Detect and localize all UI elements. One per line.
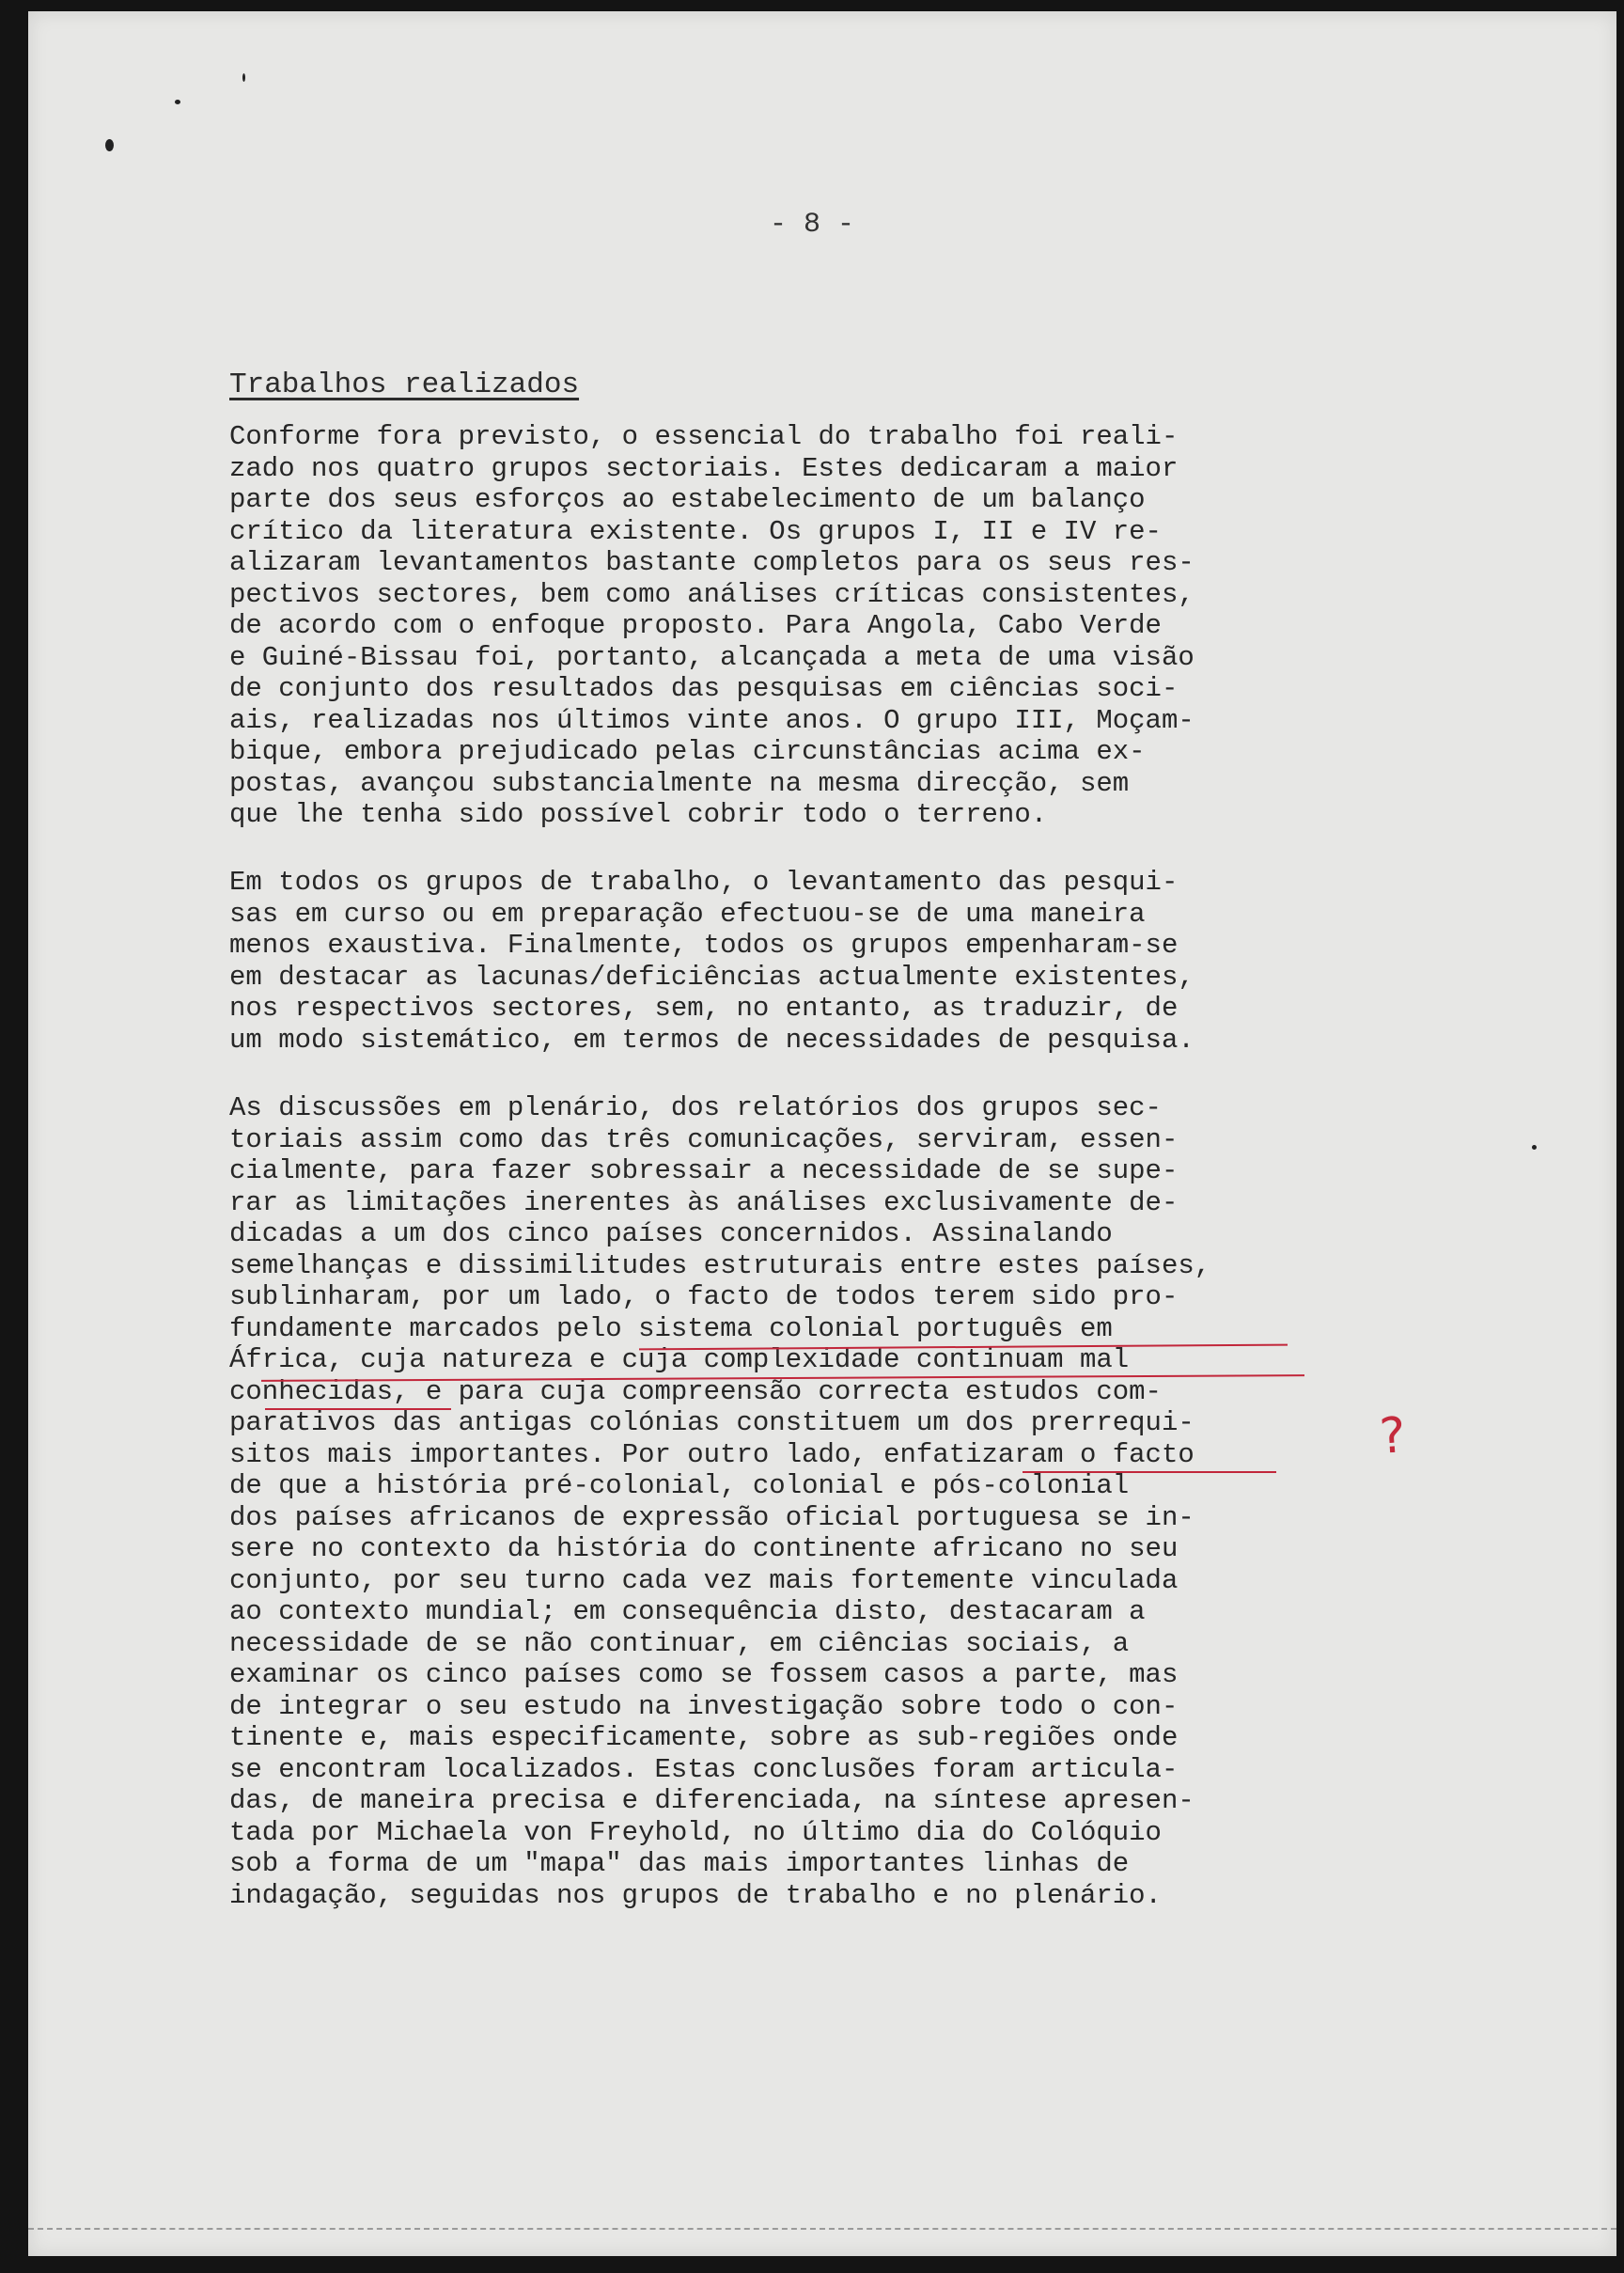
paragraph-3 (229, 1092, 1413, 1911)
page-number: - 8 - (769, 209, 854, 241)
text-line: indagação, seguidas nos grupos de trabalho e no plenário. (229, 1879, 1162, 1911)
text-line: crítico da literatura existente. Os grupos I, II e IV re- (229, 515, 1162, 547)
ink-speck (1532, 1145, 1537, 1150)
text-line: parativos das antigas colónias constituem um dos prerrequi- (229, 1407, 1195, 1438)
text-line: Conforme fora previsto, o essencial do trabalho foi reali- (229, 421, 1179, 452)
ink-speck (175, 100, 180, 104)
text-line: de acordo com o enfoque proposto. Para Angola, Cabo Verde (229, 610, 1162, 641)
text-line: fundamente marcados pelo sistema colonial português em (229, 1312, 1113, 1344)
red-question-mark: ? (1377, 1407, 1408, 1466)
text-line: examinar os cinco países como se fossem casos a parte, mas (229, 1659, 1179, 1690)
text-line: se encontram localizados. Estas conclusões foram articula- (229, 1753, 1179, 1785)
section-heading: Trabalhos realizados (229, 368, 580, 401)
text-line: sas em curso ou em preparação efectuou-se de uma maneira (229, 898, 1146, 930)
text-line: África, cuja natureza e cuja complexidade continuam mal (229, 1344, 1130, 1375)
text-line: tada por Michaela von Freyhold, no último dia do Colóquio (229, 1816, 1162, 1848)
text-line: das, de maneira precisa e diferenciada, na síntese apresen- (229, 1785, 1195, 1816)
text-line: em destacar as lacunas/deficiências actualmente existentes, (229, 961, 1195, 993)
text-line: toriais assim como das três comunicações, serviram, essen- (229, 1123, 1179, 1155)
text-line: que lhe tenha sido possível cobrir todo o terreno. (229, 799, 1048, 830)
text-line: sere no contexto da história do continente africano no seu (229, 1533, 1179, 1564)
text-line: zado nos quatro grupos sectoriais. Estes dedicaram a maior (229, 452, 1179, 484)
text-line: conhecidas, e para cuja compreensão correcta estudos com- (229, 1375, 1162, 1407)
text-line: cialmente, para fazer sobressair a necessidade de se supe- (229, 1155, 1179, 1186)
text-line: As discussões em plenário, dos relatórios dos grupos sec- (229, 1092, 1162, 1123)
text-line: um modo sistemático, em termos de necessidades de pesquisa. (229, 1024, 1195, 1056)
paragraph-1 (229, 421, 1413, 831)
text-line: de integrar o seu estudo na investigação sobre todo o con- (229, 1690, 1179, 1722)
text-line: e Guiné-Bissau foi, portanto, alcançada a meta de uma visão (229, 641, 1195, 673)
text-line: dicadas a um dos cinco países concernidos. Assinalando (229, 1218, 1113, 1249)
text-line: sob a forma de um "mapa" das mais importantes linhas de (229, 1848, 1130, 1879)
text-line: necessidade de se não continuar, em ciências sociais, a (229, 1627, 1130, 1659)
text-line: nos respectivos sectores, sem, no entanto, as traduzir, de (229, 993, 1179, 1024)
text-line: rar as limitações inerentes às análises exclusivamente de- (229, 1186, 1179, 1218)
text-line: ais, realizadas nos últimos vinte anos. O grupo III, Moçam- (229, 704, 1195, 736)
text-line: ao contexto mundial; em consequência disto, destacaram a (229, 1596, 1146, 1627)
page-edge-line (28, 2228, 1616, 2230)
text-line: postas, avançou substancialmente na mesma direcção, sem (229, 767, 1130, 799)
text-line: pectivos sectores, bem como análises críticas consistentes, (229, 578, 1195, 610)
text-line: parte dos seus esforços ao estabelecimento de um balanço (229, 484, 1146, 515)
text-line: semelhanças e dissimilitudes estruturais entre estes países, (229, 1249, 1211, 1281)
ink-speck (242, 73, 245, 82)
text-line: de conjunto dos resultados das pesquisas em ciências soci- (229, 673, 1179, 704)
text-line: sitos mais importantes. Por outro lado, enfatizaram o facto (229, 1438, 1195, 1470)
text-line: alizaram levantamentos bastante completos para os seus res- (229, 547, 1195, 578)
ink-speck (105, 139, 114, 151)
text-line: dos países africanos de expressão oficial portuguesa se in- (229, 1501, 1195, 1533)
text-line: menos exaustiva. Finalmente, todos os grupos empenharam-se (229, 930, 1179, 961)
text-line: tinente e, mais especificamente, sobre as sub-regiões onde (229, 1722, 1179, 1753)
text-line: sublinharam, por um lado, o facto de todos terem sido pro- (229, 1281, 1179, 1312)
red-underline (265, 1408, 451, 1410)
text-line: bique, embora prejudicado pelas circunstâncias acima ex- (229, 736, 1146, 767)
red-underline (1023, 1471, 1276, 1473)
text-line: de que a história pré-colonial, colonial e pós-colonial (229, 1470, 1130, 1501)
text-line: Em todos os grupos de trabalho, o levantamento das pesqui- (229, 867, 1179, 898)
text-line: conjunto, por seu turno cada vez mais fortemente vinculada (229, 1564, 1179, 1596)
paragraph-2 (229, 867, 1413, 1056)
